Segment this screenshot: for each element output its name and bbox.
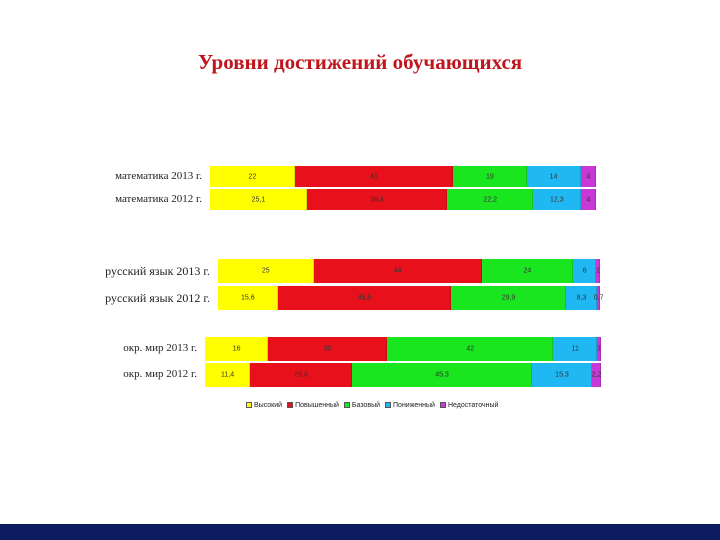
legend-label: Недостаточный: [447, 401, 499, 409]
legend-swatch: [287, 402, 293, 408]
data-label: 8,3: [576, 294, 587, 302]
data-label: 2,2: [591, 371, 602, 379]
data-label: 4: [586, 173, 591, 180]
data-label: 22,2: [483, 196, 498, 203]
bar-label: окр. мир 2012 г.: [123, 368, 197, 380]
bottom-decorative-strip: [0, 524, 720, 540]
data-label: 22: [248, 173, 257, 180]
data-label: 0,7: [593, 294, 604, 302]
bar-label: математика 2012 г.: [115, 192, 202, 205]
legend-swatch: [385, 402, 391, 408]
data-label: 25,1: [251, 196, 266, 203]
data-label: 19: [485, 173, 494, 180]
data-label: 11: [571, 345, 579, 353]
legend-label: Пониженный: [393, 401, 435, 409]
bar-label: русский язык 2013 г.: [105, 264, 210, 278]
data-label: 45,3: [435, 371, 449, 379]
data-label: 42: [466, 345, 475, 353]
legend-entry: [344, 402, 380, 409]
data-label: 24: [523, 267, 532, 275]
data-label: 25: [261, 267, 270, 275]
data-label: 41: [370, 173, 378, 180]
legend-label: Повышенный: [295, 401, 339, 409]
data-label: 11,4: [221, 371, 235, 379]
data-label: 36,4: [370, 196, 384, 203]
data-label: 1: [597, 345, 601, 353]
bar-label: русский язык 2012 г.: [105, 291, 210, 305]
data-label: 12,3: [550, 196, 564, 203]
chart-legend: [246, 399, 566, 411]
data-label: 14: [549, 173, 558, 180]
data-label: 15,3: [555, 371, 569, 379]
data-label: 29,9: [501, 294, 516, 302]
data-label: 15,6: [240, 294, 255, 302]
data-label: 45,5: [357, 294, 372, 302]
data-label: 1: [596, 267, 601, 275]
legend-entry: [440, 402, 498, 409]
data-label: 44: [393, 267, 402, 275]
legend-label: Высокий: [254, 401, 283, 409]
legend-entry: [246, 402, 282, 409]
data-label: 25,8: [294, 371, 309, 379]
data-label: 4: [586, 196, 591, 203]
legend-swatch: [246, 402, 252, 408]
data-label: 16: [232, 345, 241, 353]
legend-entry: [385, 402, 435, 409]
legend-entry: [287, 402, 339, 409]
legend-swatch: [440, 402, 446, 408]
legend-label: Базовый: [351, 401, 381, 409]
data-label: 30: [323, 345, 332, 353]
bar-label: окр. мир 2013 г.: [123, 342, 197, 354]
slide-title: Уровни достижений обучающихся: [197, 50, 523, 74]
legend-swatch: [344, 402, 350, 408]
data-label: 6: [582, 267, 587, 275]
bar-label: математика 2013 г.: [115, 169, 202, 182]
